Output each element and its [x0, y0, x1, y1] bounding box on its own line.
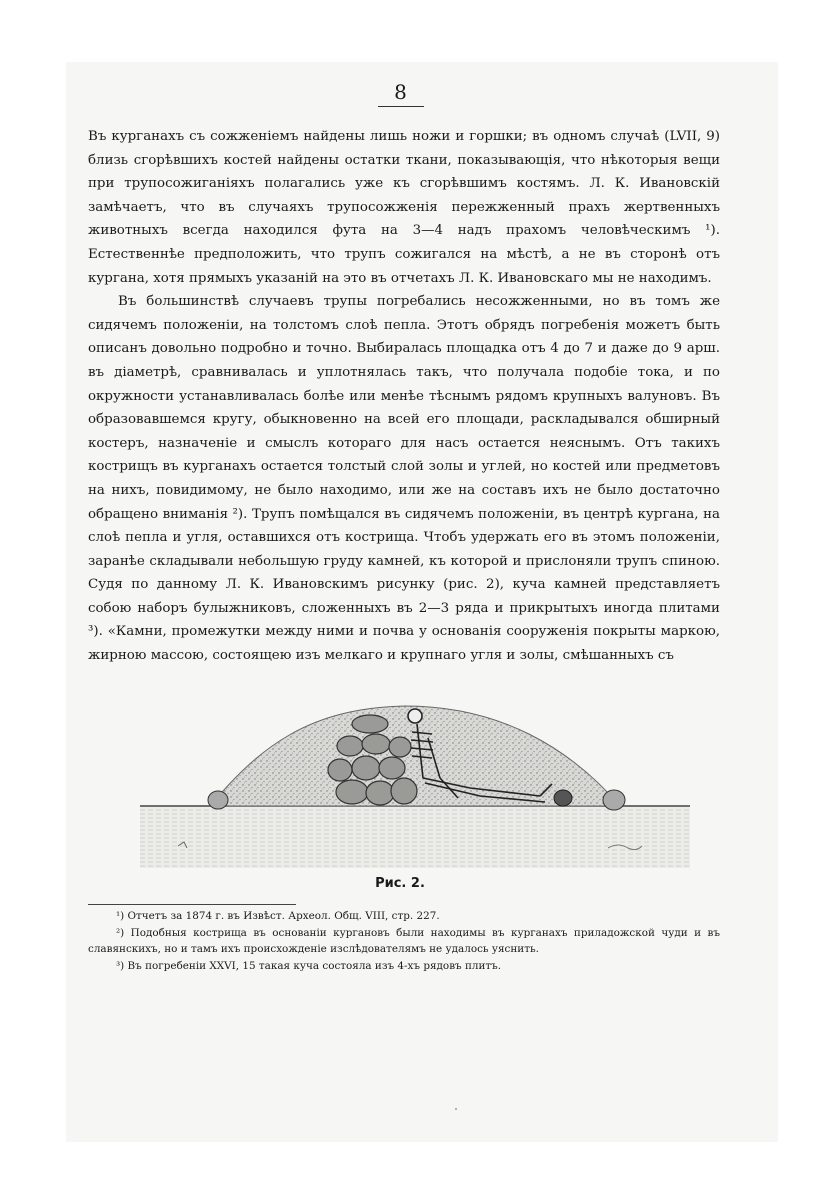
footnotes — [88, 908, 720, 974]
footnote-1: ¹) Отчетъ за 1874 г. въ Извѣст. Археол. Общ. VIII, стр. 227. — [116, 910, 440, 922]
paragraph-1: Въ курганахъ съ сожженіемъ найдены лишь ножи и горшки; въ одномъ случаѣ (LVII, 9) близь сгорѣвшихъ костей найдены остатки ткани, показывающія, что нѣкоторыя вещи при трупосожиганіяхъ полагались уже къ сгорѣвшимъ костямъ. Л. К. Ивановскій замѣчаетъ, что въ случаяхъ трупосожженія пережженный прахъ жертвенныхъ животныхъ всегда находился фута на 3—4 надъ прахомъ человѣческимъ ¹). Естественнѣе предположить, что трупъ сожигался на мѣстѣ, а не въ сторонѣ отъ кургана, хотя прямыхъ указаній на это въ отчетахъ Л. К. Ивановскаго мы не находимъ. — [88, 129, 720, 286]
burial-mound-figure — [140, 628, 690, 868]
pot — [554, 790, 572, 806]
body-text — [88, 125, 720, 668]
footnote-3: ³) Въ погребеніи XXVI, 15 такая куча состояла изъ 4-хъ рядовъ плитъ. — [116, 959, 502, 972]
page-number: 8 — [378, 80, 424, 107]
paragraph-2: Въ большинствѣ случаевъ трупы погребались несожженными, но въ томъ же сидячемъ положеніи, на толстомъ слоѣ пепла. Этотъ обрядъ погребенія можетъ быть описанъ довольно подробно и точно. Выбиралась площадка отъ 4 до 7 и даже до 9 арш. въ діаметрѣ, сравнивалась и уплотнялась такъ, что получала подобіе тока, и по окружности устанавливалась болѣе или менѣе тѣснымъ рядомъ крупныхъ валуновъ. Въ образовавшемся кругу, обыкновенно на всей его площади, раскладывался обширный костеръ, назначеніе и смыслъ котораго для насъ остается неяснымъ. Отъ такихъ кострищъ въ курганахъ остается толстый слой золы и углей, но костей или предметовъ на нихъ, повидимому, не было находимо, или же на составъ ихъ не было достаточно обращено вниманія ²). Трупъ помѣщался въ сидячемъ положеніи, въ центрѣ кургана, на слоѣ пепла и угля, оставшихся отъ кострища. Чтобъ удержать его въ этомъ положеніи, заранѣе складывали небольшую груду камней, къ которой и прислоняли трупъ спиною. Судя по данному Л. К. Ивановскимъ рисунку (рис. 2), куча камней представляетъ собою наборъ булыжниковъ, сложенныхъ въ 2—3 ряда и прикрытыхъ иногда плитами ³). «Камни, промежутки между ними и почва у основанія сооруженія покрыты маркою, жирною массою, состоящею изъ мелкаго и крупнаго угля и золы, смѣшанныхъ съ — [88, 294, 720, 664]
footnote-2: ²) Подобныя кострища въ основаніи кургановъ были находимы въ курганахъ приладожской чуди и въ славянскихъ, но и тамъ ихъ происхожденіе изслѣдователямъ не удалось уяснить. — [88, 926, 720, 955]
scan-speck — [455, 1108, 457, 1110]
right-boulder — [603, 790, 625, 810]
footnote-divider — [88, 904, 296, 905]
burial-mound-illustration — [140, 628, 690, 868]
ground — [140, 806, 690, 868]
left-boulder — [208, 791, 228, 809]
figure-caption: Рис. 2. — [375, 876, 425, 891]
